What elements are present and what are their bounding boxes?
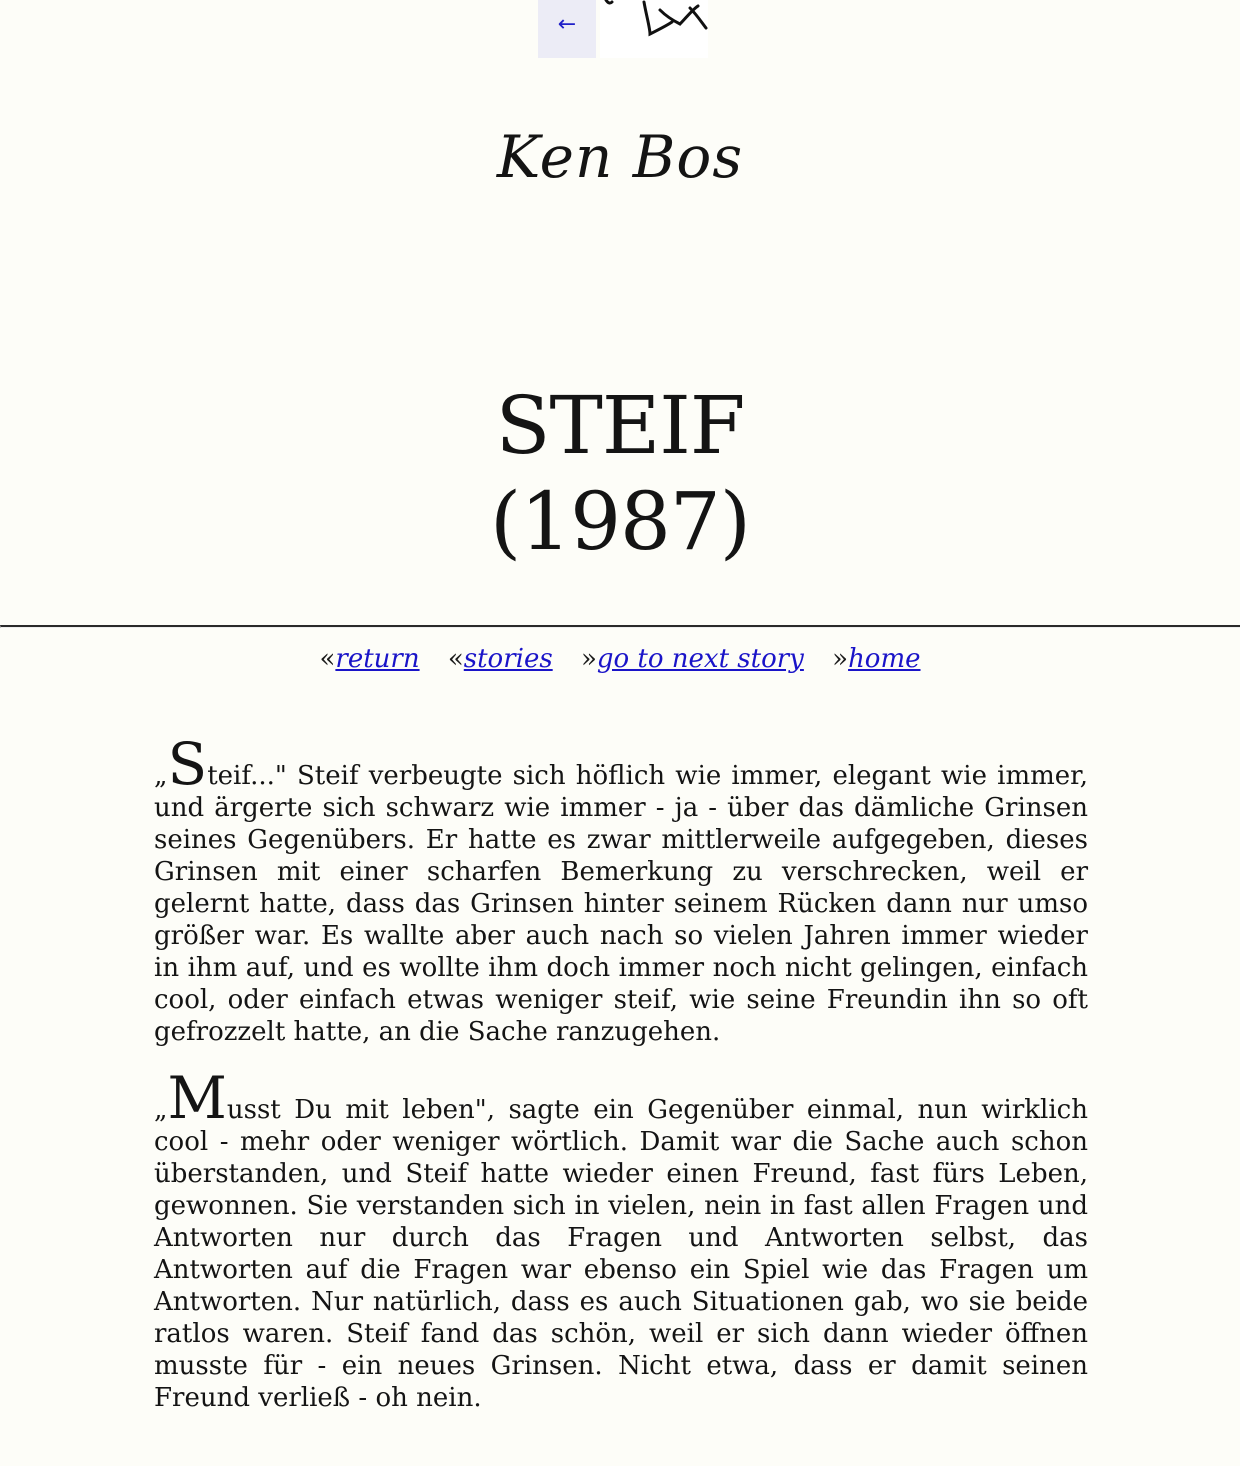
story-paragraph bbox=[154, 730, 1088, 1048]
story-year: (1987) bbox=[489, 475, 750, 568]
author-name: Ken Bos bbox=[496, 123, 744, 191]
signature-icon bbox=[600, 0, 708, 58]
nav-item-home bbox=[832, 641, 920, 677]
back-arrow-button[interactable]: ← bbox=[538, 0, 596, 58]
story-title: STEIF bbox=[495, 379, 745, 472]
nav-marker: « bbox=[319, 644, 336, 674]
return-link[interactable]: return bbox=[335, 644, 420, 674]
nav-item-next-story bbox=[581, 641, 804, 677]
nav-marker: « bbox=[447, 644, 464, 674]
stories-link[interactable]: stories bbox=[463, 644, 553, 674]
drop-cap: S bbox=[167, 730, 208, 798]
paragraph-text: teif..." Steif verbeugte sich höflich wie immer, elegant wie immer, und ärgerte sich schwarz wie immer - ja - über das dämliche Grinsen seines Gegenübers. Er hatte es zwar mittlerweile aufgegeben, dieses Grinsen mit einer scharfen Bemerkung zu verschrecken, weil er gelernt hatte, dass das Grinsen hinter seinem Rücken dann nur umso größer war. Es wallte aber auch nach so vielen Jahren immer wieder in ihm auf, und es wollte ihm doch immer noch nicht gelingen, einfach cool, oder einfach etwas weniger steif, wie seine Freundin ihn so oft gefrozzelt hatte, an die Sache ranzugehen. bbox=[154, 761, 1088, 1047]
signature-logo bbox=[600, 0, 708, 58]
nav-item-stories bbox=[448, 641, 553, 677]
home-link[interactable]: home bbox=[848, 644, 921, 674]
story-navigation bbox=[0, 641, 1240, 677]
opening-quote: „ bbox=[154, 1095, 168, 1125]
nav-marker: » bbox=[580, 644, 597, 674]
nav-marker: » bbox=[832, 644, 849, 674]
divider bbox=[0, 625, 1240, 628]
next-story-link[interactable]: go to next story bbox=[596, 644, 804, 674]
drop-cap: M bbox=[167, 1064, 227, 1132]
story-title-block bbox=[0, 378, 1240, 570]
story-body bbox=[154, 730, 1088, 1448]
story-paragraph bbox=[154, 1064, 1088, 1414]
top-bar bbox=[538, 0, 708, 58]
opening-quote: „ bbox=[154, 761, 168, 791]
paragraph-text: usst Du mit leben", sagte ein Gegenüber einmal, nun wirklich cool - mehr oder weniger wörtlich. Damit war die Sache auch schon überstanden, und Steif hatte wieder einen Freund, fast fürs Leben, gewonnen. Sie verstanden sich in vielen, nein in fast allen Fragen und Antworten nur durch das Fragen und Antworten selbst, das Antworten auf die Fragen war ebenso ein Spiel wie das Fragen um Antworten. Nur natürlich, dass es auch Situationen gab, wo sie beide ratlos waren. Steif fand das schön, weil er sich dann wieder öffnen musste für - ein neues Grinsen. Nicht etwa, dass er damit seinen Freund verließ - oh nein. bbox=[154, 1095, 1088, 1413]
nav-item-return bbox=[319, 641, 419, 677]
